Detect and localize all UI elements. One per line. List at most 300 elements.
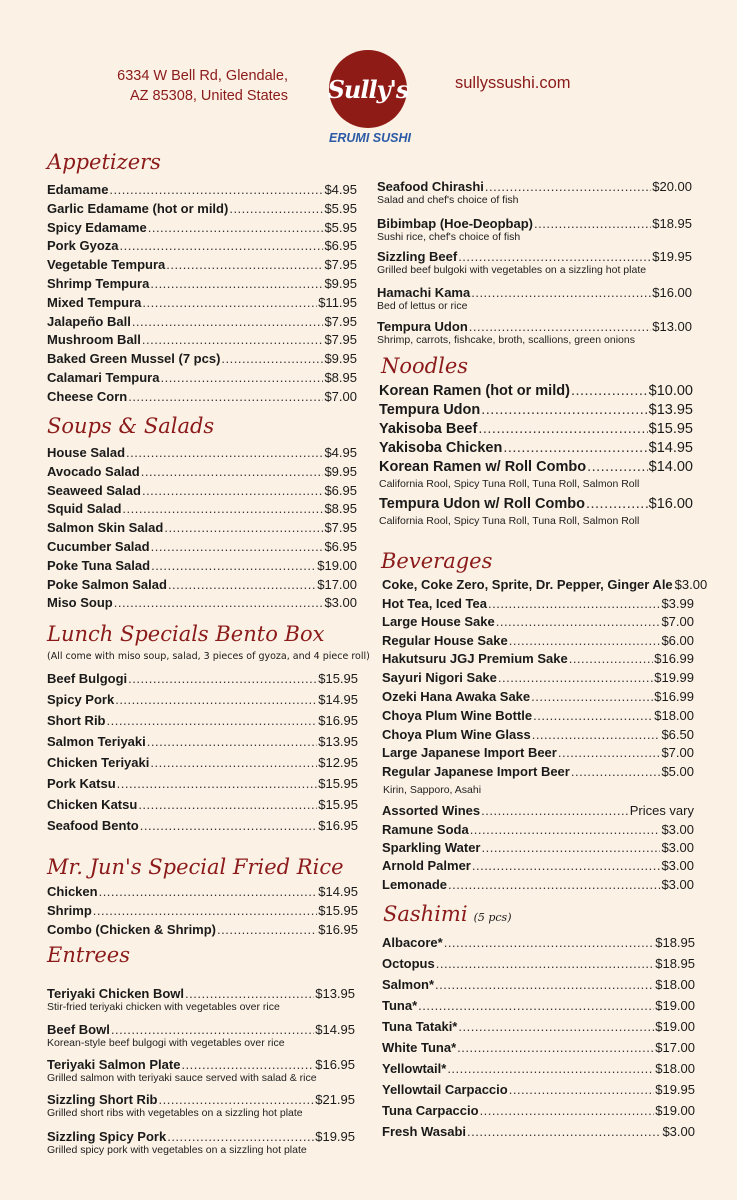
menu-item [47, 776, 358, 791]
soups-heading [47, 414, 214, 438]
item-name: Coke, Coke Zero, Sprite, Dr. Pepper, Ginger Ale [382, 577, 673, 592]
menu-item [47, 314, 357, 329]
item-name: Jalapeño Ball [47, 313, 131, 329]
item-name: Sizzling Short Rib [47, 1092, 158, 1107]
item-name: Yellowtail* [382, 1061, 447, 1076]
dot-leader [181, 1057, 314, 1072]
item-name: Shrimp Tempura [47, 276, 150, 291]
dot-leader [470, 822, 661, 837]
dot-leader [120, 238, 324, 253]
item-name: Large House Sake [382, 614, 495, 629]
dot-leader [229, 201, 323, 216]
menu-item [382, 614, 694, 629]
dot-leader [128, 389, 323, 404]
dot-leader [447, 1061, 654, 1076]
item-price: $15.95 [648, 421, 693, 437]
item-price: $5.95 [324, 200, 357, 216]
lunch-heading [47, 622, 324, 646]
item-price: $14.95 [315, 1022, 355, 1037]
menu-item [382, 840, 694, 855]
item-price: $15.95 [318, 903, 358, 918]
dot-leader [151, 558, 316, 573]
dot-leader [114, 595, 324, 610]
dot-leader [533, 708, 653, 723]
item-description: California Rool, Spicy Tuna Roll, Tuna Roll, Salmon Roll [379, 478, 640, 490]
item-price: $8.95 [324, 501, 357, 517]
entrees-title: Entrees [47, 943, 130, 967]
menu-item [47, 884, 358, 899]
address-line-2: AZ 85308, United States [130, 88, 288, 104]
item-price: $7.95 [324, 313, 357, 329]
appetizers-title: Appetizers [47, 150, 161, 174]
item-price: $14.00 [648, 459, 693, 475]
item-name: Salmon Skin Salad [47, 520, 164, 536]
item-price: $14.95 [318, 884, 358, 899]
menu-item [382, 745, 694, 760]
menu-item [47, 182, 357, 197]
item-name: Ramune Soda [382, 822, 469, 837]
menu-item [379, 459, 693, 475]
dot-leader [185, 986, 314, 1001]
item-price: $16.00 [648, 496, 693, 512]
item-price: $16.95 [318, 818, 358, 833]
tagline: ERUMI SUSHI [329, 131, 411, 145]
menu-item [377, 249, 692, 264]
item-name: Poke Salmon Salad [47, 576, 167, 592]
dot-leader [126, 445, 323, 460]
dot-leader [147, 734, 317, 749]
item-name: Tuna Tataki* [382, 1019, 458, 1034]
menu-item [47, 238, 357, 253]
dot-leader [151, 539, 324, 554]
item-price: $15.95 [318, 797, 358, 812]
item-name: Hakutsuru JGJ Premium Sake [382, 651, 568, 666]
dot-leader [587, 459, 648, 475]
menu-item [47, 1092, 355, 1107]
item-description: Grilled short ribs with vegetables on a sizzling hot plate [47, 1107, 303, 1119]
dot-leader [132, 314, 324, 329]
dot-leader [478, 421, 647, 437]
dot-leader [571, 383, 648, 399]
item-name: Choya Plum Wine Glass [382, 727, 531, 742]
item-name: Teriyaki Chicken Bowl [47, 986, 185, 1001]
item-price: $17.00 [317, 576, 357, 592]
menu-item [47, 201, 357, 216]
menu-item [382, 1082, 695, 1097]
website-link[interactable]: sullyssushi.com [455, 74, 571, 92]
soups-title: Soups & Salads [47, 414, 215, 438]
beverages-title: Beverages [381, 549, 493, 573]
menu-item [382, 633, 694, 648]
dot-leader [496, 614, 661, 629]
item-price: $3.00 [661, 858, 694, 873]
menu-header [0, 0, 737, 150]
item-price: $19.00 [655, 1103, 695, 1118]
item-name: Combo (Chicken & Shrimp) [47, 922, 217, 937]
dot-leader [148, 220, 324, 235]
item-price: $3.00 [324, 595, 357, 611]
item-price: $19.95 [655, 1082, 695, 1097]
menu-item [379, 496, 693, 512]
item-name: Large Japanese Import Beer [382, 745, 557, 760]
dot-leader [167, 1129, 314, 1144]
menu-item [47, 713, 358, 728]
menu-item [47, 903, 358, 918]
sashimi-heading [383, 902, 512, 926]
dot-leader [122, 501, 323, 516]
dot-leader [166, 257, 323, 272]
dot-leader [569, 651, 654, 666]
item-price: $18.95 [655, 935, 695, 950]
dot-leader [418, 998, 654, 1013]
dot-leader [558, 745, 661, 760]
item-name: Garlic Edamame (hot or mild) [47, 200, 229, 216]
item-description: Salad and chef's choice of fish [377, 194, 519, 206]
restaurant-logo [329, 50, 407, 128]
item-price: $7.95 [324, 257, 357, 273]
item-name: Mushroom Ball [47, 332, 141, 348]
item-price: $7.00 [661, 614, 694, 629]
item-name: Yellowtail Carpaccio [382, 1082, 508, 1097]
item-price: $13.95 [648, 402, 693, 418]
menu-item [47, 797, 358, 812]
item-name: Chicken Teriyaki [47, 755, 150, 770]
item-price: $18.95 [655, 956, 695, 971]
dot-leader [221, 351, 323, 366]
item-name: Seafood Chirashi [377, 179, 484, 194]
item-price: $19.95 [315, 1129, 355, 1144]
dot-leader [117, 776, 318, 791]
dot-leader [128, 671, 317, 686]
menu-item [47, 1129, 355, 1144]
menu-item [382, 596, 694, 611]
menu-item [47, 445, 357, 460]
item-name: Fresh Wasabi [382, 1124, 467, 1139]
sashimi-title: Sashimi [383, 902, 468, 926]
menu-item [47, 332, 357, 347]
dot-leader [448, 877, 660, 892]
item-name: Chicken Katsu [47, 797, 138, 812]
item-name: Bibimbap (Hoe-Deopbap) [377, 216, 533, 231]
item-price: $7.00 [661, 745, 694, 760]
item-name: Squid Salad [47, 501, 122, 517]
item-name: Pork Gyoza [47, 238, 119, 254]
menu-item [382, 708, 694, 723]
menu-item [382, 689, 694, 704]
item-price: $16.99 [654, 651, 694, 666]
menu-item [47, 389, 357, 404]
item-name: Salmon* [382, 977, 435, 992]
menu-item [47, 295, 357, 310]
menu-item [47, 986, 355, 1001]
beverages-heading [381, 549, 492, 573]
item-name: Regular House Sake [382, 633, 508, 648]
menu-item [379, 402, 693, 418]
item-name: Hot Tea, Iced Tea [382, 596, 487, 611]
menu-item [47, 577, 357, 592]
item-price: $7.95 [324, 520, 357, 536]
menu-item [47, 483, 357, 498]
dot-leader [141, 464, 324, 479]
dot-leader [142, 483, 324, 498]
dot-leader [142, 332, 324, 347]
item-name: Vegetable Tempura [47, 257, 166, 273]
item-name: Sparkling Water [382, 840, 481, 855]
menu-item [379, 421, 693, 437]
menu-item [47, 501, 357, 516]
item-name: Assorted Wines [382, 803, 481, 818]
item-name: White Tuna* [382, 1040, 457, 1055]
lunch-title: Lunch Specials Bento Box [47, 622, 325, 646]
dot-leader [481, 803, 629, 818]
item-price: $9.95 [324, 463, 357, 479]
dot-leader [531, 689, 653, 704]
menu-item [382, 670, 694, 685]
menu-item [47, 520, 357, 535]
friedrice-title: Mr. Jun's Special Fried Rice [47, 855, 344, 879]
dot-leader [534, 216, 651, 231]
item-description: Shrimp, carrots, fishcake, broth, scallions, green onions [377, 334, 635, 346]
item-price: $16.00 [652, 285, 692, 300]
item-name: Edamame [47, 182, 109, 197]
dot-leader [480, 1103, 655, 1118]
item-price: $19.00 [317, 557, 357, 573]
dot-leader [150, 276, 323, 291]
item-name: Octopus [382, 956, 435, 971]
item-name: Poke Tuna Salad [47, 557, 151, 573]
dot-leader [485, 179, 651, 194]
item-price: $16.99 [654, 689, 694, 704]
menu-item [377, 179, 692, 194]
item-price: $19.00 [655, 1019, 695, 1034]
dot-leader [471, 285, 651, 300]
item-name: Beef Bulgogi [47, 671, 128, 686]
item-price: $17.00 [655, 1040, 695, 1055]
item-name: Avocado Salad [47, 463, 140, 479]
dot-leader [93, 903, 317, 918]
item-description: Grilled salmon with teriyaki sauce served with salad & rice [47, 1072, 317, 1084]
item-name: Arnold Palmer [382, 858, 471, 873]
item-price: $4.95 [324, 445, 357, 460]
menu-item [47, 539, 357, 554]
item-price: $5.00 [661, 764, 694, 779]
menu-item [382, 822, 694, 837]
dot-leader [457, 1040, 654, 1055]
item-price: $6.95 [324, 238, 357, 254]
item-price: $19.00 [655, 998, 695, 1013]
menu-item [382, 1040, 695, 1055]
item-description: Korean-style beef bulgogi with vegetables over rice [47, 1037, 285, 1049]
item-name: Tuna* [382, 998, 418, 1013]
dot-leader [467, 1124, 661, 1139]
item-name: Tuna Carpaccio [382, 1103, 479, 1118]
menu-item [382, 977, 695, 992]
item-name: Seaweed Salad [47, 482, 141, 498]
menu-item [382, 727, 694, 742]
menu-item [382, 803, 694, 818]
dot-leader [159, 1092, 315, 1107]
dot-leader [435, 977, 654, 992]
dot-leader [503, 440, 647, 456]
item-price: $5.95 [324, 219, 357, 235]
item-description: Sushi rice, chef's choice of fish [377, 231, 521, 243]
item-description: California Rool, Spicy Tuna Roll, Tuna Roll, Salmon Roll [379, 515, 640, 527]
noodles-title: Noodles [381, 354, 469, 378]
dot-leader [532, 727, 661, 742]
dot-leader [168, 577, 316, 592]
item-name: Regular Japanese Import Beer [382, 764, 570, 779]
dot-leader [111, 1022, 314, 1037]
item-price: $3.99 [661, 596, 694, 611]
sashimi-subtitle: (5 pcs) [473, 911, 512, 924]
menu-item [47, 595, 357, 610]
dot-leader [160, 370, 323, 385]
item-price: $6.50 [661, 727, 694, 742]
dot-leader [107, 713, 318, 728]
item-price: $14.95 [318, 692, 358, 707]
item-price: $18.00 [655, 977, 695, 992]
item-price: $18.00 [654, 708, 694, 723]
logo-text: Sully's [327, 74, 409, 104]
menu-item [47, 755, 358, 770]
item-description: Stir-fried teriyaki chicken with vegetables over rice [47, 1001, 280, 1013]
item-name: Albacore* [382, 935, 443, 950]
item-price: $21.95 [315, 1092, 355, 1107]
dot-leader [99, 884, 318, 899]
lunch-note: (All come with miso soup, salad, 3 pieces of gyoza, and 4 piece roll) [47, 651, 370, 662]
menu-item [379, 383, 693, 399]
menu-item [47, 351, 357, 366]
item-name: Beef Bowl [47, 1022, 110, 1037]
menu-item [382, 877, 694, 892]
item-price: $11.95 [318, 294, 357, 310]
item-name: Choya Plum Wine Bottle [382, 708, 533, 723]
item-name: Tempura Udon w/ Roll Combo [379, 496, 585, 512]
menu-item [377, 285, 692, 300]
menu-item [382, 577, 708, 592]
item-name: Shrimp [47, 903, 92, 918]
item-price: $13.95 [315, 986, 355, 1001]
item-price: $19.95 [652, 249, 692, 264]
beer-note: Kirin, Sapporo, Asahi [383, 784, 482, 796]
item-price: $13.95 [318, 734, 358, 749]
item-name: Hamachi Kama [377, 285, 471, 300]
item-price: $14.95 [648, 440, 693, 456]
menu-item [382, 1061, 695, 1076]
item-name: Cheese Corn [47, 388, 128, 404]
item-name: Mixed Tempura [47, 294, 142, 310]
menu-item [47, 734, 358, 749]
menu-item [382, 651, 694, 666]
dot-leader [138, 797, 317, 812]
menu-item [47, 692, 358, 707]
item-description: Grilled spicy pork with vegetables on a sizzling hot plate [47, 1144, 307, 1156]
item-price: $6.95 [324, 482, 357, 498]
item-price: $10.00 [648, 383, 693, 399]
dot-leader [436, 956, 655, 971]
item-name: House Salad [47, 445, 126, 460]
dot-leader [109, 182, 323, 197]
dot-leader [488, 596, 660, 611]
menu-item [377, 319, 692, 334]
item-name: Miso Soup [47, 595, 113, 611]
menu-item [382, 858, 694, 873]
noodles-heading [381, 354, 468, 378]
address [100, 66, 288, 106]
menu-item [47, 922, 358, 937]
item-price: $20.00 [652, 179, 692, 194]
item-price: $3.00 [661, 840, 694, 855]
item-price: $16.95 [318, 922, 358, 937]
item-name: Baked Green Mussel (7 pcs) [47, 351, 221, 367]
menu-item [47, 370, 357, 385]
dot-leader [571, 764, 661, 779]
item-name: Sayuri Nigori Sake [382, 670, 497, 685]
item-price: $13.00 [652, 319, 692, 334]
menu-item [377, 216, 692, 231]
item-price: $7.00 [324, 388, 357, 404]
entrees-heading [47, 943, 130, 967]
item-description: Grilled beef bulgoki with vegetables on a sizzling hot plate [377, 264, 647, 276]
menu-item [47, 1022, 355, 1037]
item-price: $12.95 [318, 755, 358, 770]
dot-leader [481, 840, 660, 855]
menu-item [47, 464, 357, 479]
dot-leader [458, 249, 651, 264]
item-name: Tempura Udon [379, 402, 481, 418]
item-price: $3.00 [661, 822, 694, 837]
item-price: $15.95 [318, 776, 358, 791]
dot-leader [498, 670, 653, 685]
menu-item [382, 935, 695, 950]
item-name: Short Rib [47, 713, 106, 728]
item-price: $6.00 [661, 633, 694, 648]
dot-leader [115, 692, 317, 707]
menu-item [47, 257, 357, 272]
menu-item [47, 276, 357, 291]
item-price: $16.95 [318, 713, 358, 728]
menu-item [382, 764, 694, 779]
item-name: Cucumber Salad [47, 539, 150, 554]
item-name: Spicy Edamame [47, 219, 147, 235]
item-price: $8.95 [324, 370, 357, 385]
item-name: Sizzling Spicy Pork [47, 1129, 167, 1144]
appetizers-heading [47, 150, 161, 174]
item-price: $3.00 [674, 577, 708, 592]
dot-leader [481, 402, 647, 418]
dot-leader [217, 922, 317, 937]
menu-item [382, 956, 695, 971]
item-name: Yakisoba Beef [379, 421, 478, 437]
item-price: $18.95 [652, 216, 692, 231]
dot-leader [150, 755, 317, 770]
item-name: Korean Ramen w/ Roll Combo [379, 459, 587, 475]
item-name: Seafood Bento [47, 818, 139, 833]
item-name: Spicy Pork [47, 692, 115, 707]
menu-item [382, 1103, 695, 1118]
menu-item [382, 1019, 695, 1034]
item-price: Prices vary [629, 803, 694, 818]
friedrice-heading [47, 855, 344, 879]
item-name: Yakisoba Chicken [379, 440, 503, 456]
item-price: $16.95 [315, 1057, 355, 1072]
menu-item [47, 220, 357, 235]
item-name: Salmon Teriyaki [47, 734, 146, 749]
menu-item [382, 998, 695, 1013]
item-price: $7.95 [324, 332, 357, 348]
item-price: $18.00 [655, 1061, 695, 1076]
item-name: Pork Katsu [47, 776, 116, 791]
